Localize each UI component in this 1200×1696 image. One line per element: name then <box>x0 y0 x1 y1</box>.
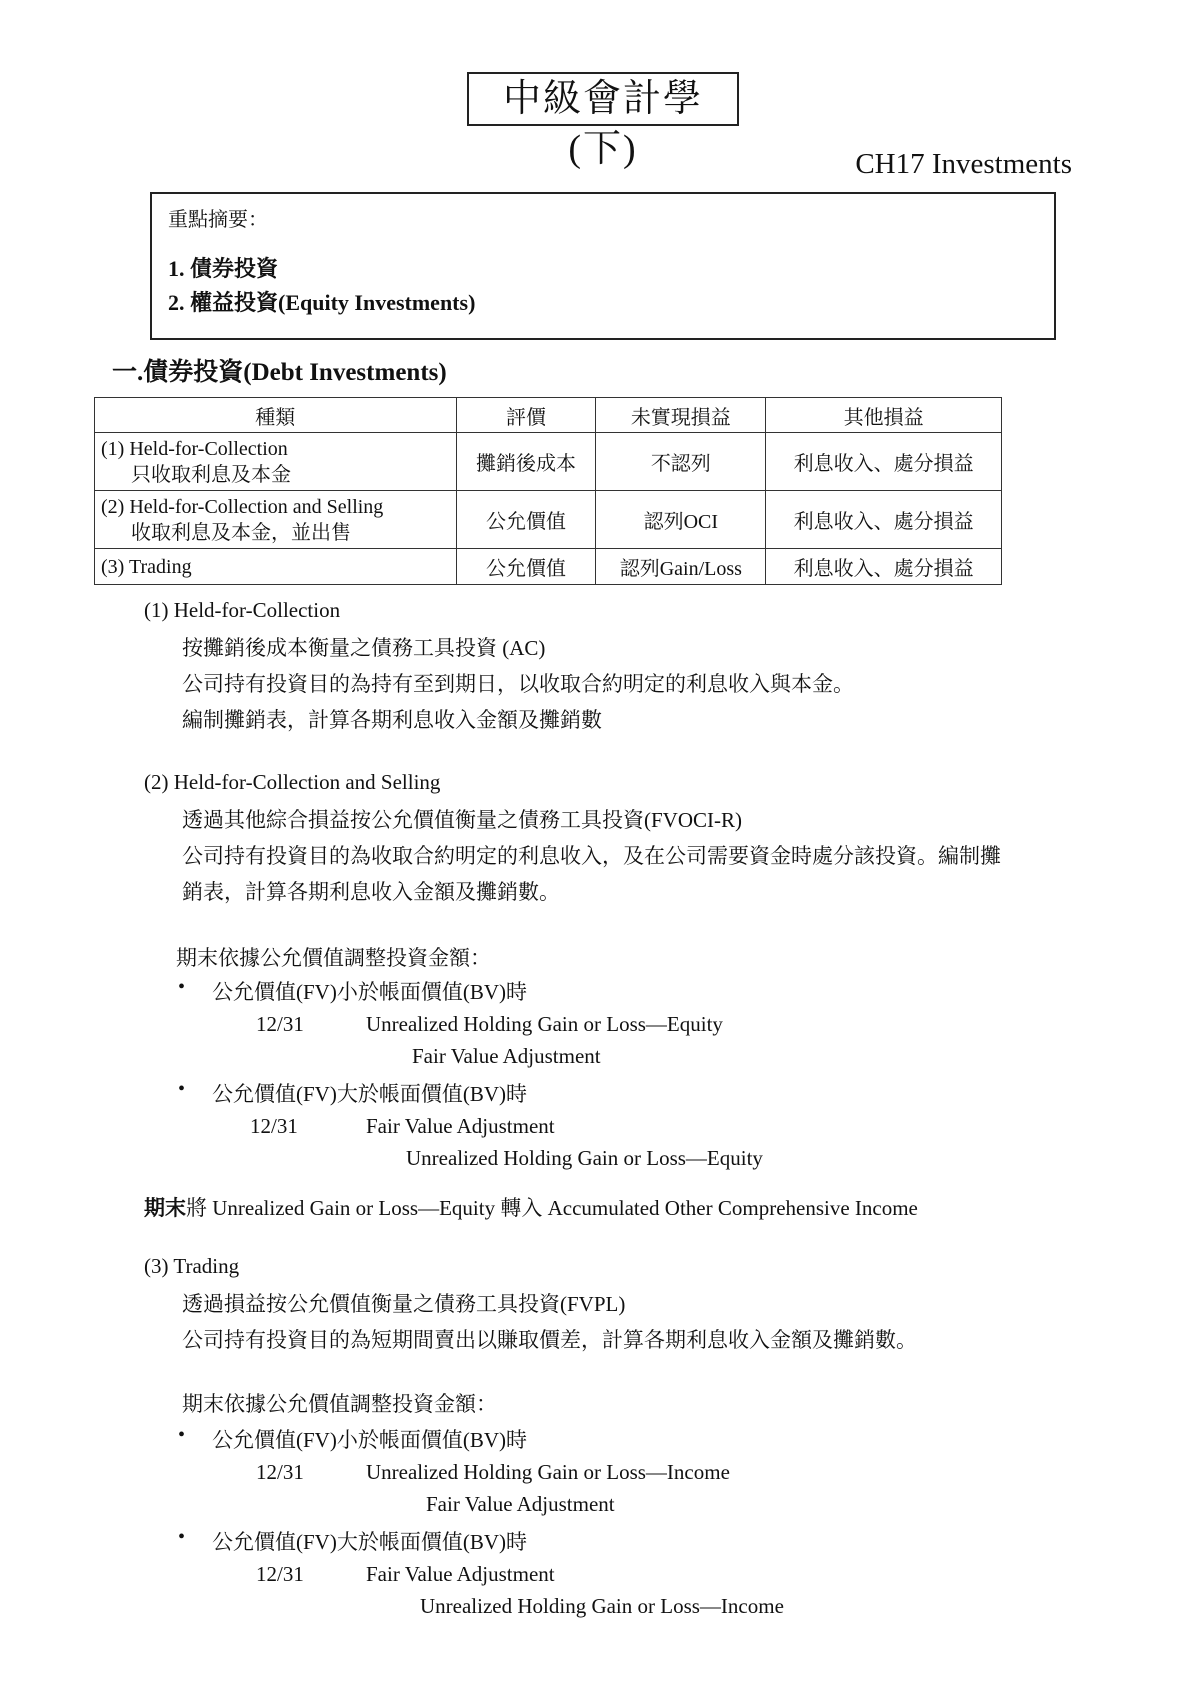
journal-debit: Unrealized Holding Gain or Loss—Equity <box>366 1012 723 1036</box>
journal-credit: Fair Value Adjustment <box>426 1492 615 1516</box>
table-row <box>95 491 1002 549</box>
type-en: (1) Held-for-Collection <box>101 437 288 460</box>
p3-line: 透過損益按公允價值衡量之債務工具投資(FVPL) <box>182 1292 626 1316</box>
chapter-title: CH17 Investments <box>855 148 1072 180</box>
summary-item-2: 2. 權益投資(Equity Investments) <box>168 290 476 315</box>
p3-bullet-text: 公允價值(FV)小於帳面價值(BV)時 <box>212 1428 527 1452</box>
p2-line: 銷表，計算各期利息收入金額及攤銷數。 <box>182 880 560 904</box>
journal-credit: Fair Value Adjustment <box>412 1044 601 1068</box>
type-cell <box>95 549 457 585</box>
bullet-icon: • <box>178 1424 186 1446</box>
type-en: (2) Held-for-Collection and Selling <box>101 495 384 518</box>
p3-bullet-text: 公允價值(FV)大於帳面價值(BV)時 <box>212 1530 527 1554</box>
valuation-cell: 公允價值 <box>456 549 596 585</box>
bullet-icon: • <box>178 1078 186 1100</box>
p1-line: 公司持有投資目的為持有至到期日，以收取合約明定的利息收入與本金。 <box>182 672 854 696</box>
column-header: 評價 <box>456 398 596 433</box>
p2-bullet-text: 公允價值(FV)大於帳面價值(BV)時 <box>212 1082 527 1106</box>
p3-fv-intro: 期末依據公允價值調整投資金額： <box>182 1392 497 1416</box>
journal-credit: Unrealized Holding Gain or Loss—Equity <box>406 1146 763 1170</box>
section-heading: 一.債券投資(Debt Investments) <box>112 359 447 386</box>
table-row <box>95 433 1002 491</box>
other-cell: 利息收入、處分損益 <box>766 433 1002 491</box>
unrealized-cell: 認列OCI <box>596 491 766 549</box>
journal-debit: Unrealized Holding Gain or Loss—Income <box>366 1460 730 1484</box>
p2-heading: (2) Held-for-Collection and Selling <box>144 770 441 794</box>
column-header: 未實現損益 <box>596 398 766 433</box>
journal-date: 12/31 <box>256 1460 304 1484</box>
closing-note-bold: 期末 <box>144 1196 186 1220</box>
summary-box <box>150 192 1056 340</box>
p2-fv-intro: 期末依據公允價值調整投資金額： <box>176 946 491 970</box>
p1-heading: (1) Held-for-Collection <box>144 598 341 622</box>
valuation-cell: 攤銷後成本 <box>456 433 596 491</box>
table-row <box>95 549 1002 585</box>
unrealized-cell: 不認列 <box>596 433 766 491</box>
p2-bullet-text: 公允價值(FV)小於帳面價值(BV)時 <box>212 980 527 1004</box>
other-cell: 利息收入、處分損益 <box>766 491 1002 549</box>
p1-line: 按攤銷後成本衡量之債務工具投資 (AC) <box>182 636 546 660</box>
type-cell <box>95 491 457 549</box>
type-en: (3) Trading <box>101 555 192 578</box>
journal-debit: Fair Value Adjustment <box>366 1114 555 1138</box>
type-zh: 收取利息及本金，並出售 <box>131 521 351 544</box>
type-cell <box>95 433 457 491</box>
bullet-icon: • <box>178 976 186 998</box>
p3-line: 公司持有投資目的為短期間賣出以賺取價差，計算各期利息收入金額及攤銷數。 <box>182 1328 917 1352</box>
p2-line: 公司持有投資目的為收取合約明定的利息收入，及在公司需要資金時處分該投資。編制攤 <box>182 844 1001 868</box>
journal-debit: Fair Value Adjustment <box>366 1562 555 1586</box>
unrealized-cell: 認列Gain/Loss <box>596 549 766 585</box>
summary-item-1: 1. 債券投資 <box>168 256 279 281</box>
closing-note <box>144 1192 918 1222</box>
bullet-icon: • <box>178 1526 186 1548</box>
other-cell: 利息收入、處分損益 <box>766 549 1002 585</box>
summary-heading: 重點摘要： <box>168 209 268 231</box>
table-header-row <box>95 398 1002 433</box>
journal-date: 12/31 <box>256 1012 304 1036</box>
type-zh: 只收取利息及本金 <box>131 463 291 486</box>
journal-date: 12/31 <box>256 1562 304 1586</box>
p1-line: 編制攤銷表，計算各期利息收入金額及攤銷數 <box>182 708 602 732</box>
valuation-cell: 公允價值 <box>456 491 596 549</box>
closing-note-text: 將 Unrealized Gain or Loss—Equity 轉入 Accumulated Other Comprehensive Income <box>186 1196 918 1220</box>
p2-line: 透過其他綜合損益按公允價值衡量之債務工具投資(FVOCI-R) <box>182 808 742 832</box>
column-header: 種類 <box>95 398 457 433</box>
column-header: 其他損益 <box>766 398 1002 433</box>
journal-date: 12/31 <box>250 1114 298 1138</box>
journal-credit: Unrealized Holding Gain or Loss—Income <box>420 1594 784 1618</box>
debt-investment-table <box>94 397 1002 585</box>
document-title: 中級會計學(下) <box>467 72 739 126</box>
p3-heading: (3) Trading <box>144 1254 240 1278</box>
